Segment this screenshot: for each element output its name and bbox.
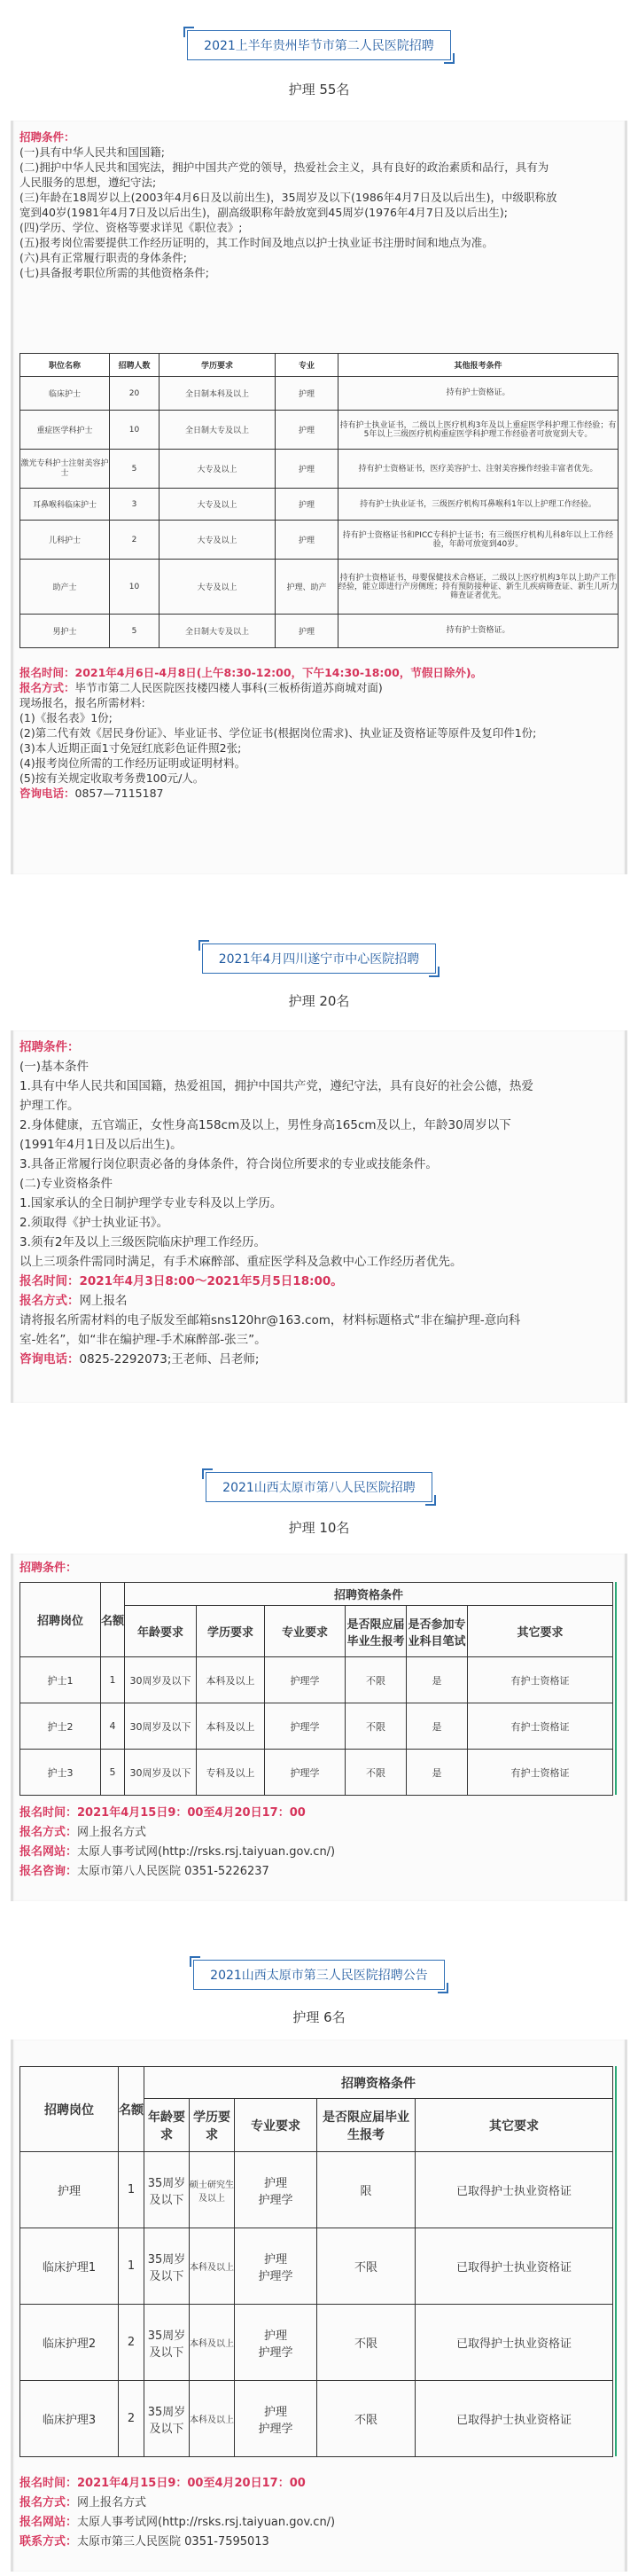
- table-header-cell: 学历要求: [197, 1606, 265, 1657]
- reg-method-value: 网上报名方式: [77, 1826, 147, 1839]
- table-cell: 儿科护士: [20, 521, 110, 560]
- table-cell: 30周岁及以下: [125, 1703, 197, 1750]
- table-cell: 护士2: [20, 1703, 101, 1750]
- table-cell: 3: [110, 489, 160, 521]
- table-row: [20, 489, 619, 521]
- reg-method-label: 报名方式：: [19, 1826, 78, 1839]
- table-cell: 护理 护理学: [235, 2381, 317, 2457]
- section2-line: (二)专业资格条件: [19, 1177, 113, 1191]
- section1-condition-line: 宽到40岁(1981年4月7日及以后出生)，副高级职称年龄放宽到45周岁(1976年4月7日及以后出生);: [19, 206, 508, 219]
- section3-green-bar: [615, 1582, 617, 1795]
- table-header-cell: 招聘岗位: [20, 1583, 101, 1657]
- section1-title-wrap: [0, 30, 638, 60]
- table-header-cell: 学历要求: [160, 354, 276, 377]
- section2-method-line: 室-姓名”，如“非在编护理-手术麻醉部-张三”。: [19, 1333, 267, 1347]
- contact-label: 报名咨询：: [19, 1865, 78, 1878]
- section4-title-wrap: [0, 1960, 638, 1990]
- section3-position-table: [19, 1582, 613, 1796]
- table-cell: 是: [407, 1703, 468, 1750]
- table-row: [20, 450, 619, 489]
- table-header-row: [20, 354, 619, 377]
- section1-condition-line: (二)拥护中华人民共和国宪法，拥护中国共产党的领导，热爱社会主义，具有良好的政治素质和品行，具有为: [19, 161, 549, 174]
- table-cell: 本科及以上: [197, 1657, 265, 1703]
- table-cell: 男护士: [20, 615, 110, 648]
- contact-value: 太原市第八人民医院 0351-5226237: [77, 1865, 269, 1878]
- table-cell: 全日制大专及以上: [160, 615, 276, 648]
- table-cell: 持有护士执业证书，三级医疗机构耳鼻喉科1年以上护理工作经验。: [338, 489, 619, 521]
- table-cell: 1: [101, 1657, 125, 1703]
- reg-time-label: 报名时间：: [19, 1806, 78, 1820]
- table-cell: 本科及以上: [190, 2381, 235, 2457]
- table-cell: 护理: [20, 2152, 119, 2228]
- section4-reg-time: [19, 2474, 624, 2494]
- table-header-cell: 专业: [276, 354, 338, 377]
- table-cell: 35周岁及以下: [144, 2152, 190, 2228]
- section2-reg-method: [19, 1291, 624, 1311]
- contact-label: 联系方式：: [19, 2535, 78, 2549]
- table-cell: 护理: [276, 411, 338, 450]
- table-cell: 本科及以上: [190, 2305, 235, 2381]
- reg-time-label: 报名时间：: [19, 1274, 80, 1288]
- section2-line: 3.须有2年及以上三级医院临床护理工作经历。: [19, 1235, 266, 1249]
- table-header-row: [20, 2067, 613, 2099]
- table-cell: 不限: [346, 1703, 407, 1750]
- section4-position-table: [19, 2066, 613, 2457]
- table-cell: 护理学: [265, 1657, 346, 1703]
- table-row: [20, 2228, 613, 2305]
- table-cell: 35周岁及以下: [144, 2381, 190, 2457]
- table-row: [20, 521, 619, 560]
- table-cell: 护理 护理学: [235, 2228, 317, 2305]
- section1-reg-time: [19, 665, 624, 680]
- table-cell: 临床护理2: [20, 2305, 119, 2381]
- table-cell: 30周岁及以下: [125, 1750, 197, 1796]
- section2-line: 以上三项条件需同时满足，有手术麻醉部、重症医学科及急救中心工作经历者优先。: [19, 1255, 463, 1269]
- section2-line: 1.具有中华人民共和国国籍，热爱祖国，拥护中国共产党，遵纪守法，具有良好的社会公德，热爱: [19, 1079, 533, 1093]
- table-cell: 不限: [317, 2228, 416, 2305]
- table-header-cell: 是否参加专业科目笔试: [407, 1606, 468, 1657]
- table-header-cell: 专业要求: [235, 2099, 317, 2152]
- table-cell: 已取得护士执业资格证: [416, 2228, 613, 2305]
- table-header-cell: 招聘岗位: [20, 2067, 119, 2152]
- section2-line: 3.具备正常履行岗位职责必备的身体条件，符合岗位所要求的专业或技能条件。: [19, 1157, 438, 1171]
- table-header-cell: 专业要求: [265, 1606, 346, 1657]
- table-cell: 护理、助产: [276, 560, 338, 615]
- reg-time-label: 报名时间：: [19, 666, 75, 679]
- table-row: [20, 377, 619, 411]
- section1-extra-line: (1)《报名表》1份;: [19, 711, 113, 724]
- section1-extra-line: (2)第二代有效《居民身份证》、毕业证书、学位证书(根据岗位需求)、执业证及资格证等原件及复印件1份;: [19, 726, 537, 740]
- table-cell: 本科及以上: [197, 1703, 265, 1750]
- table-header-cell: 是否限应届毕业生报考: [346, 1606, 407, 1657]
- table-header-cell: 年龄要求: [125, 1606, 197, 1657]
- table-cell: 持有护士资格证。: [338, 615, 619, 648]
- table-header-cell: 其它要求: [416, 2099, 613, 2152]
- section3-conditions: [19, 1561, 624, 1576]
- table-cell: 大专及以上: [160, 521, 276, 560]
- table-cell: 护理学: [265, 1703, 346, 1750]
- section1-condition-line: (七)具备报考职位所需的其他资格条件;: [19, 266, 209, 279]
- table-cell: 35周岁及以下: [144, 2228, 190, 2305]
- table-cell: 护士3: [20, 1750, 101, 1796]
- section3-info: [19, 1804, 624, 1882]
- table-cell: 耳鼻喉科临床护士: [20, 489, 110, 521]
- table-cell: 不限: [317, 2305, 416, 2381]
- section1-condition-line: (三)年龄在18周岁以上(2003年4月6日及以前出生)，35周岁及以下(1986年4月7日及以后出生)，中级职称放: [19, 191, 557, 204]
- reg-time-value: 2021年4月15日9：00至4月20日17：00: [77, 2477, 306, 2490]
- table-cell: 20: [110, 377, 160, 411]
- table-cell: 大专及以上: [160, 560, 276, 615]
- table-cell: 1: [119, 2152, 144, 2228]
- table-row: [20, 2152, 613, 2228]
- section2-content: [19, 1037, 624, 1369]
- reg-time-value: 2021年4月3日8:00～2021年5月5日18:00。: [79, 1274, 343, 1288]
- table-header-cell: 年龄要求: [144, 2099, 190, 2152]
- section1-extra-line: (5)按有关规定收取考务费100元/人。: [19, 771, 205, 785]
- section1-title: 2021上半年贵州毕节市第二人民医院招聘: [187, 30, 451, 60]
- reg-site-value: 太原人事考试网(http://rsks.rsj.taiyuan.gov.cn/): [77, 2516, 336, 2529]
- table-cell: 护理学: [265, 1750, 346, 1796]
- section4-info: [19, 2474, 624, 2552]
- table-cell: 护理: [276, 489, 338, 521]
- table-cell: 临床护理1: [20, 2228, 119, 2305]
- table-header-cell: 是否限应届毕业生报考: [317, 2099, 416, 2152]
- table-cell: 大专及以上: [160, 489, 276, 521]
- table-cell: 护士1: [20, 1657, 101, 1703]
- table-cell: 35周岁及以下: [144, 2305, 190, 2381]
- table-cell: 持有护士资格证书和PICC专科护士证书；有三级医疗机构儿科8年以上工作经验，年龄可放宽到40岁。: [338, 521, 619, 560]
- table-cell: 全日制大专及以上: [160, 411, 276, 450]
- section1-conditions-label: 招聘条件：: [19, 130, 75, 144]
- table-cell: 不限: [346, 1657, 407, 1703]
- table-cell: 不限: [346, 1750, 407, 1796]
- table-cell: 是: [407, 1657, 468, 1703]
- table-row: [20, 1703, 613, 1750]
- reg-time-label: 报名时间：: [19, 2477, 78, 2490]
- table-cell: 全日制本科及以上: [160, 377, 276, 411]
- table-cell: 硕士研究生及以上: [190, 2152, 235, 2228]
- table-cell: 本科及以上: [190, 2228, 235, 2305]
- section1-position-table: [19, 353, 619, 648]
- section3-reg-method: [19, 1823, 624, 1843]
- table-cell: 护理: [276, 521, 338, 560]
- reg-method-value: 毕节市第二人民医院医技楼四楼人事科(三板桥街道苏商城对面): [74, 681, 383, 694]
- table-cell: 激光专科护士注射美容护士: [20, 450, 110, 489]
- table-cell: 10: [110, 411, 160, 450]
- section2-method-line: 请将报名所需材料的电子版发至邮箱sns120hr@163.com，材料标题格式“非在编护理-意向科: [19, 1313, 521, 1327]
- section1-condition-line: (六)具有正常履行职责的身体条件;: [19, 251, 187, 264]
- table-header-row: [20, 1583, 613, 1606]
- reg-method-label: 报名方式：: [19, 1294, 80, 1308]
- table-cell: 持有护士资格证书，医疗美容护士、注射美容操作经验丰富者优先。: [338, 450, 619, 489]
- table-cell: 2: [119, 2381, 144, 2457]
- section1-extra-line: 现场报名，报名所需材料:: [19, 696, 145, 709]
- table-row: [20, 615, 619, 648]
- table-header-cell: 职位名称: [20, 354, 110, 377]
- section1-reg-method: [19, 680, 624, 695]
- section4-contact: [19, 2533, 624, 2552]
- section2-reg-time: [19, 1272, 624, 1291]
- table-row: [20, 1750, 613, 1796]
- table-cell: 护理: [276, 450, 338, 489]
- table-cell: 5: [110, 450, 160, 489]
- table-row: [20, 1657, 613, 1703]
- section2-title: 2021年4月四川遂宁市中心医院招聘: [202, 943, 437, 974]
- section2-line: 护理工作。: [19, 1099, 80, 1113]
- section4-green-bar: [615, 2066, 617, 2456]
- table-cell: 大专及以上: [160, 450, 276, 489]
- table-cell: 有护士资格证: [468, 1703, 613, 1750]
- table-cell: 护理: [276, 377, 338, 411]
- section2-line: 2.须取得《护士执业证书》。: [19, 1216, 169, 1230]
- section2-subtitle: 护理 20名: [288, 993, 350, 1009]
- table-cell: 已取得护士执业资格证: [416, 2381, 613, 2457]
- reg-method-label: 报名方式：: [19, 681, 75, 694]
- section2-line: (1991年4月1日及以后出生)。: [19, 1138, 183, 1152]
- table-cell: 已取得护士执业资格证: [416, 2152, 613, 2228]
- table-cell: 助产士: [20, 560, 110, 615]
- reg-site-label: 报名网站：: [19, 2516, 78, 2529]
- table-cell: 5: [110, 615, 160, 648]
- section1-conditions: [19, 129, 624, 280]
- table-cell: 护理: [276, 615, 338, 648]
- table-cell: 5: [101, 1750, 125, 1796]
- section4-reg-site: [19, 2513, 624, 2533]
- table-row: [20, 2305, 613, 2381]
- table-group-header: 招聘资格条件: [125, 1583, 613, 1606]
- section2-line: 1.国家承认的全日制护理学专业专科及以上学历。: [19, 1196, 283, 1210]
- table-cell: 临床护理3: [20, 2381, 119, 2457]
- section3-reg-time: [19, 1804, 624, 1823]
- table-header-cell: 其他报考条件: [338, 354, 619, 377]
- table-header-cell: 其它要求: [468, 1606, 613, 1657]
- section1-condition-line: (一)具有中华人民共和国国籍;: [19, 145, 165, 159]
- section3-reg-site: [19, 1843, 624, 1862]
- table-cell: 持有护士资格证。: [338, 377, 619, 411]
- table-row: [20, 411, 619, 450]
- table-group-header: 招聘资格条件: [144, 2067, 613, 2099]
- section2-line: 2.身体健康，五官端正，女性身高158cm及以上，男性身高165cm及以上，年龄30周岁以下: [19, 1118, 511, 1132]
- section1-extra-line: (4)报考岗位所需的工作经历证明或证明材料。: [19, 756, 246, 770]
- table-cell: 护理 护理学: [235, 2305, 317, 2381]
- table-cell: 1: [119, 2228, 144, 2305]
- section1-subtitle: 护理 55名: [288, 82, 350, 98]
- reg-method-value: 网上报名: [79, 1294, 128, 1308]
- table-header-cell: 招聘人数: [110, 354, 160, 377]
- table-cell: 10: [110, 560, 160, 615]
- table-header-cell: 名额: [119, 2067, 144, 2152]
- section1-contact: [19, 786, 624, 801]
- section1-extra-line: (3)本人近期正面1寸免冠红底彩色证件照2张;: [19, 741, 242, 755]
- section4-subtitle: 护理 6名: [292, 2009, 346, 2025]
- contact-value: 0825-2292073;王老师、吕老师;: [79, 1352, 260, 1366]
- contact-value: 太原市第三人民医院 0351-7595013: [77, 2535, 269, 2549]
- reg-method-label: 报名方式：: [19, 2496, 78, 2509]
- table-header-cell: 名额: [101, 1583, 125, 1657]
- section1-condition-line: (五)报考岗位需要提供工作经历证明的，其工作时间及地点以护士执业证书注册时间和地点为准。: [19, 236, 494, 249]
- table-row: [20, 560, 619, 615]
- section1-condition-line: (四)学历、学位、资格等要求详见《职位表》;: [19, 221, 243, 234]
- contact-value: 0857—7115187: [74, 787, 164, 800]
- section4-title: 2021山西太原市第三人民医院招聘公告: [193, 1960, 445, 1990]
- section2-title-wrap: [0, 943, 638, 974]
- table-cell: 是: [407, 1750, 468, 1796]
- table-cell: 持有护士资格证书，母婴保健技术合格证，二级以上医疗机构3年以上助产工作经验，能立即进行产房侧班；持有预防接种证、新生儿疾病筛查证、新生儿听力筛查证者优先。: [338, 560, 619, 615]
- table-cell: 已取得护士执业资格证: [416, 2305, 613, 2381]
- section2-line: (一)基本条件: [19, 1060, 89, 1074]
- reg-method-value: 网上报名方式: [77, 2496, 147, 2509]
- table-cell: 有护士资格证: [468, 1657, 613, 1703]
- section3-subtitle: 护理 10名: [288, 1520, 350, 1536]
- table-cell: 重症医学科护士: [20, 411, 110, 450]
- table-header-cell: 学历要求: [190, 2099, 235, 2152]
- reg-time-value: 2021年4月6日-4月8日(上午8:30-12:00，下午14:30-18:00，节假日除外)。: [74, 666, 483, 679]
- table-cell: 限: [317, 2152, 416, 2228]
- section4-reg-method: [19, 2494, 624, 2513]
- table-cell: 4: [101, 1703, 125, 1750]
- table-cell: 持有护士执业证书，二级以上医疗机构3年及以上重症医学科护理工作经验；有5年以上三级医疗机构重症医学科护理工作经验者可放宽到大专。: [338, 411, 619, 450]
- section3-contact: [19, 1862, 624, 1882]
- section3-title-wrap: [0, 1472, 638, 1502]
- section3-conditions-label: 招聘条件：: [19, 1562, 78, 1575]
- table-cell: 有护士资格证: [468, 1750, 613, 1796]
- table-cell: 30周岁及以下: [125, 1657, 197, 1703]
- section3-title: 2021山西太原市第八人民医院招聘: [206, 1472, 432, 1502]
- table-cell: 专科及以上: [197, 1750, 265, 1796]
- table-cell: 2: [110, 521, 160, 560]
- reg-site-value: 太原人事考试网(http://rsks.rsj.taiyuan.gov.cn/): [77, 1845, 336, 1859]
- table-cell: 不限: [317, 2381, 416, 2457]
- table-cell: 护理 护理学: [235, 2152, 317, 2228]
- section1-info: [19, 665, 624, 801]
- section2-contact: [19, 1350, 624, 1369]
- contact-label: 咨询电话：: [19, 1352, 80, 1366]
- reg-site-label: 报名网站：: [19, 1845, 78, 1859]
- section1-condition-line: 人民服务的思想，遵纪守法;: [19, 176, 157, 189]
- contact-label: 咨询电话：: [19, 787, 75, 800]
- table-cell: 临床护士: [20, 377, 110, 411]
- reg-time-value: 2021年4月15日9：00至4月20日17：00: [77, 1806, 306, 1820]
- section2-conditions-label: 招聘条件：: [19, 1040, 80, 1054]
- table-row: [20, 2381, 613, 2457]
- table-cell: 2: [119, 2305, 144, 2381]
